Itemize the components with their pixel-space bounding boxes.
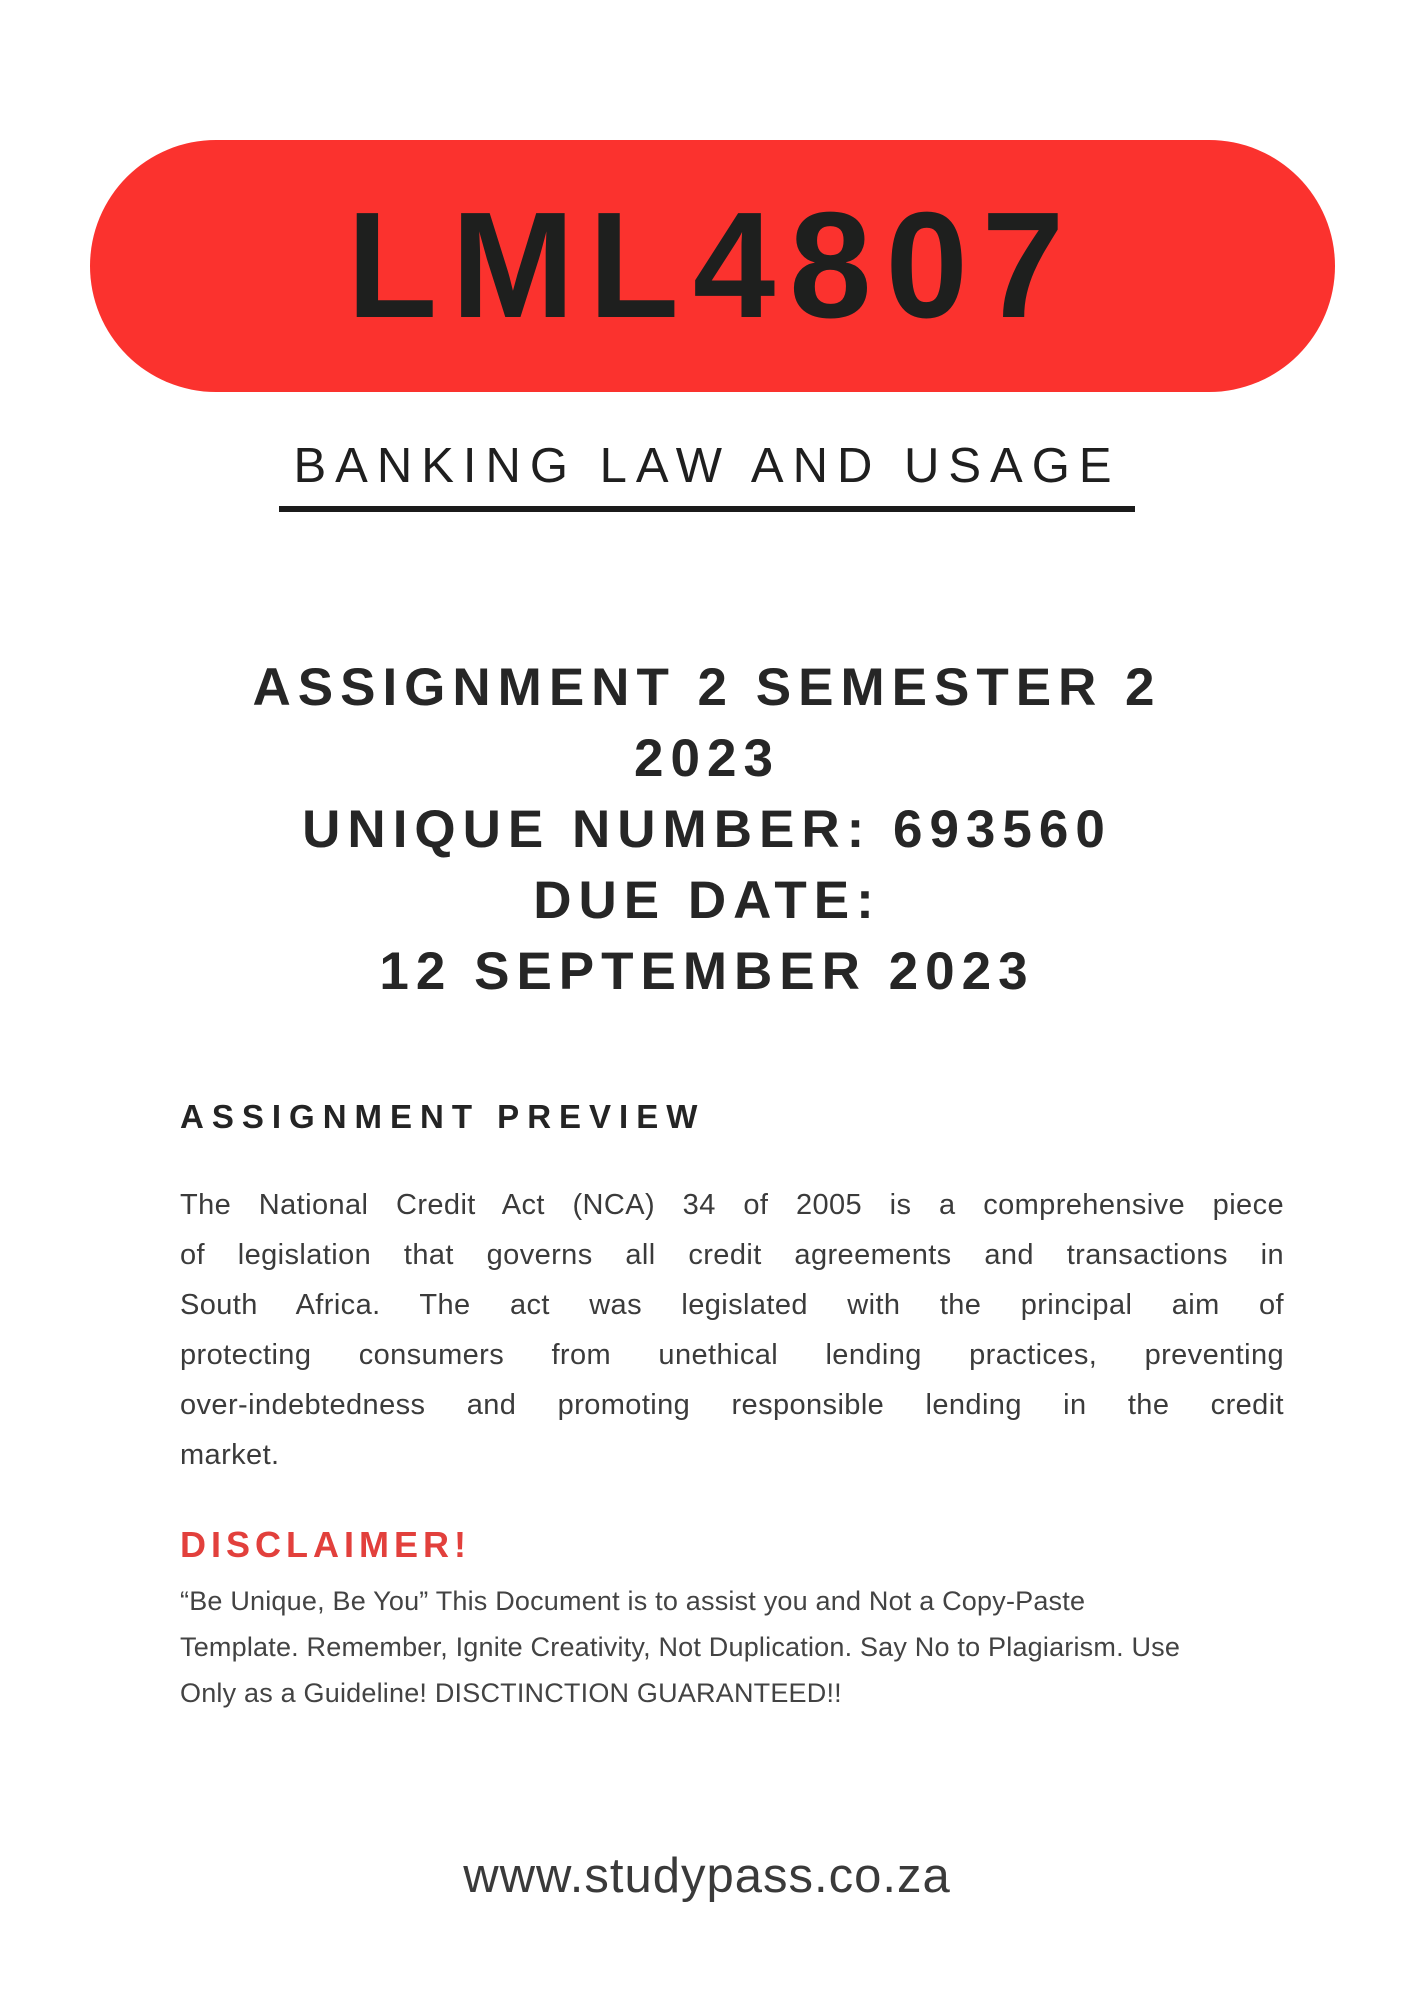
assignment-info (0, 652, 1414, 1007)
disclaimer-heading: DISCLAIMER! (180, 1524, 471, 1565)
disclaimer-line: Only as a Guideline! DISCTINCTION GUARANTEED!! (180, 1678, 842, 1708)
assignment-info-line: ASSIGNMENT 2 SEMESTER 2 (252, 658, 1162, 717)
paragraph-line: market. (180, 1439, 280, 1471)
assignment-info-line: DUE DATE: (533, 871, 881, 930)
disclaimer-line: Template. Remember, Ignite Creativity, Not Duplication. Say No to Plagiarism. Use (180, 1632, 1181, 1662)
preview-heading: ASSIGNMENT PREVIEW (180, 1098, 706, 1135)
course-title-wrap (0, 438, 1414, 512)
assignment-info-line: 12 SEPTEMBER 2023 (379, 942, 1035, 1001)
preview-paragraph (180, 1180, 1284, 1480)
paragraph-line: protecting consumers from unethical lending practices, preventing (180, 1339, 1284, 1371)
disclaimer-text (180, 1578, 1380, 1716)
course-title: BANKING LAW AND USAGE (279, 438, 1134, 512)
footer-url: www.studypass.co.za (463, 1849, 951, 1903)
assignment-info-line: 2023 (634, 729, 780, 788)
paragraph-line: The National Credit Act (NCA) 34 of 2005 is a comprehensive piece (180, 1189, 1284, 1221)
paragraph-line: South Africa. The act was legislated with the principal aim of (180, 1289, 1284, 1321)
disclaimer-line: “Be Unique, Be You” This Document is to assist you and Not a Copy-Paste (180, 1586, 1086, 1616)
assignment-info-line: UNIQUE NUMBER: 693560 (302, 800, 1112, 859)
paragraph-line: over-indebtedness and promoting responsible lending in the credit (180, 1389, 1284, 1421)
course-code-banner (90, 140, 1335, 392)
course-code: LML4807 (346, 181, 1079, 350)
paragraph-line: of legislation that governs all credit agreements and transactions in (180, 1239, 1284, 1271)
